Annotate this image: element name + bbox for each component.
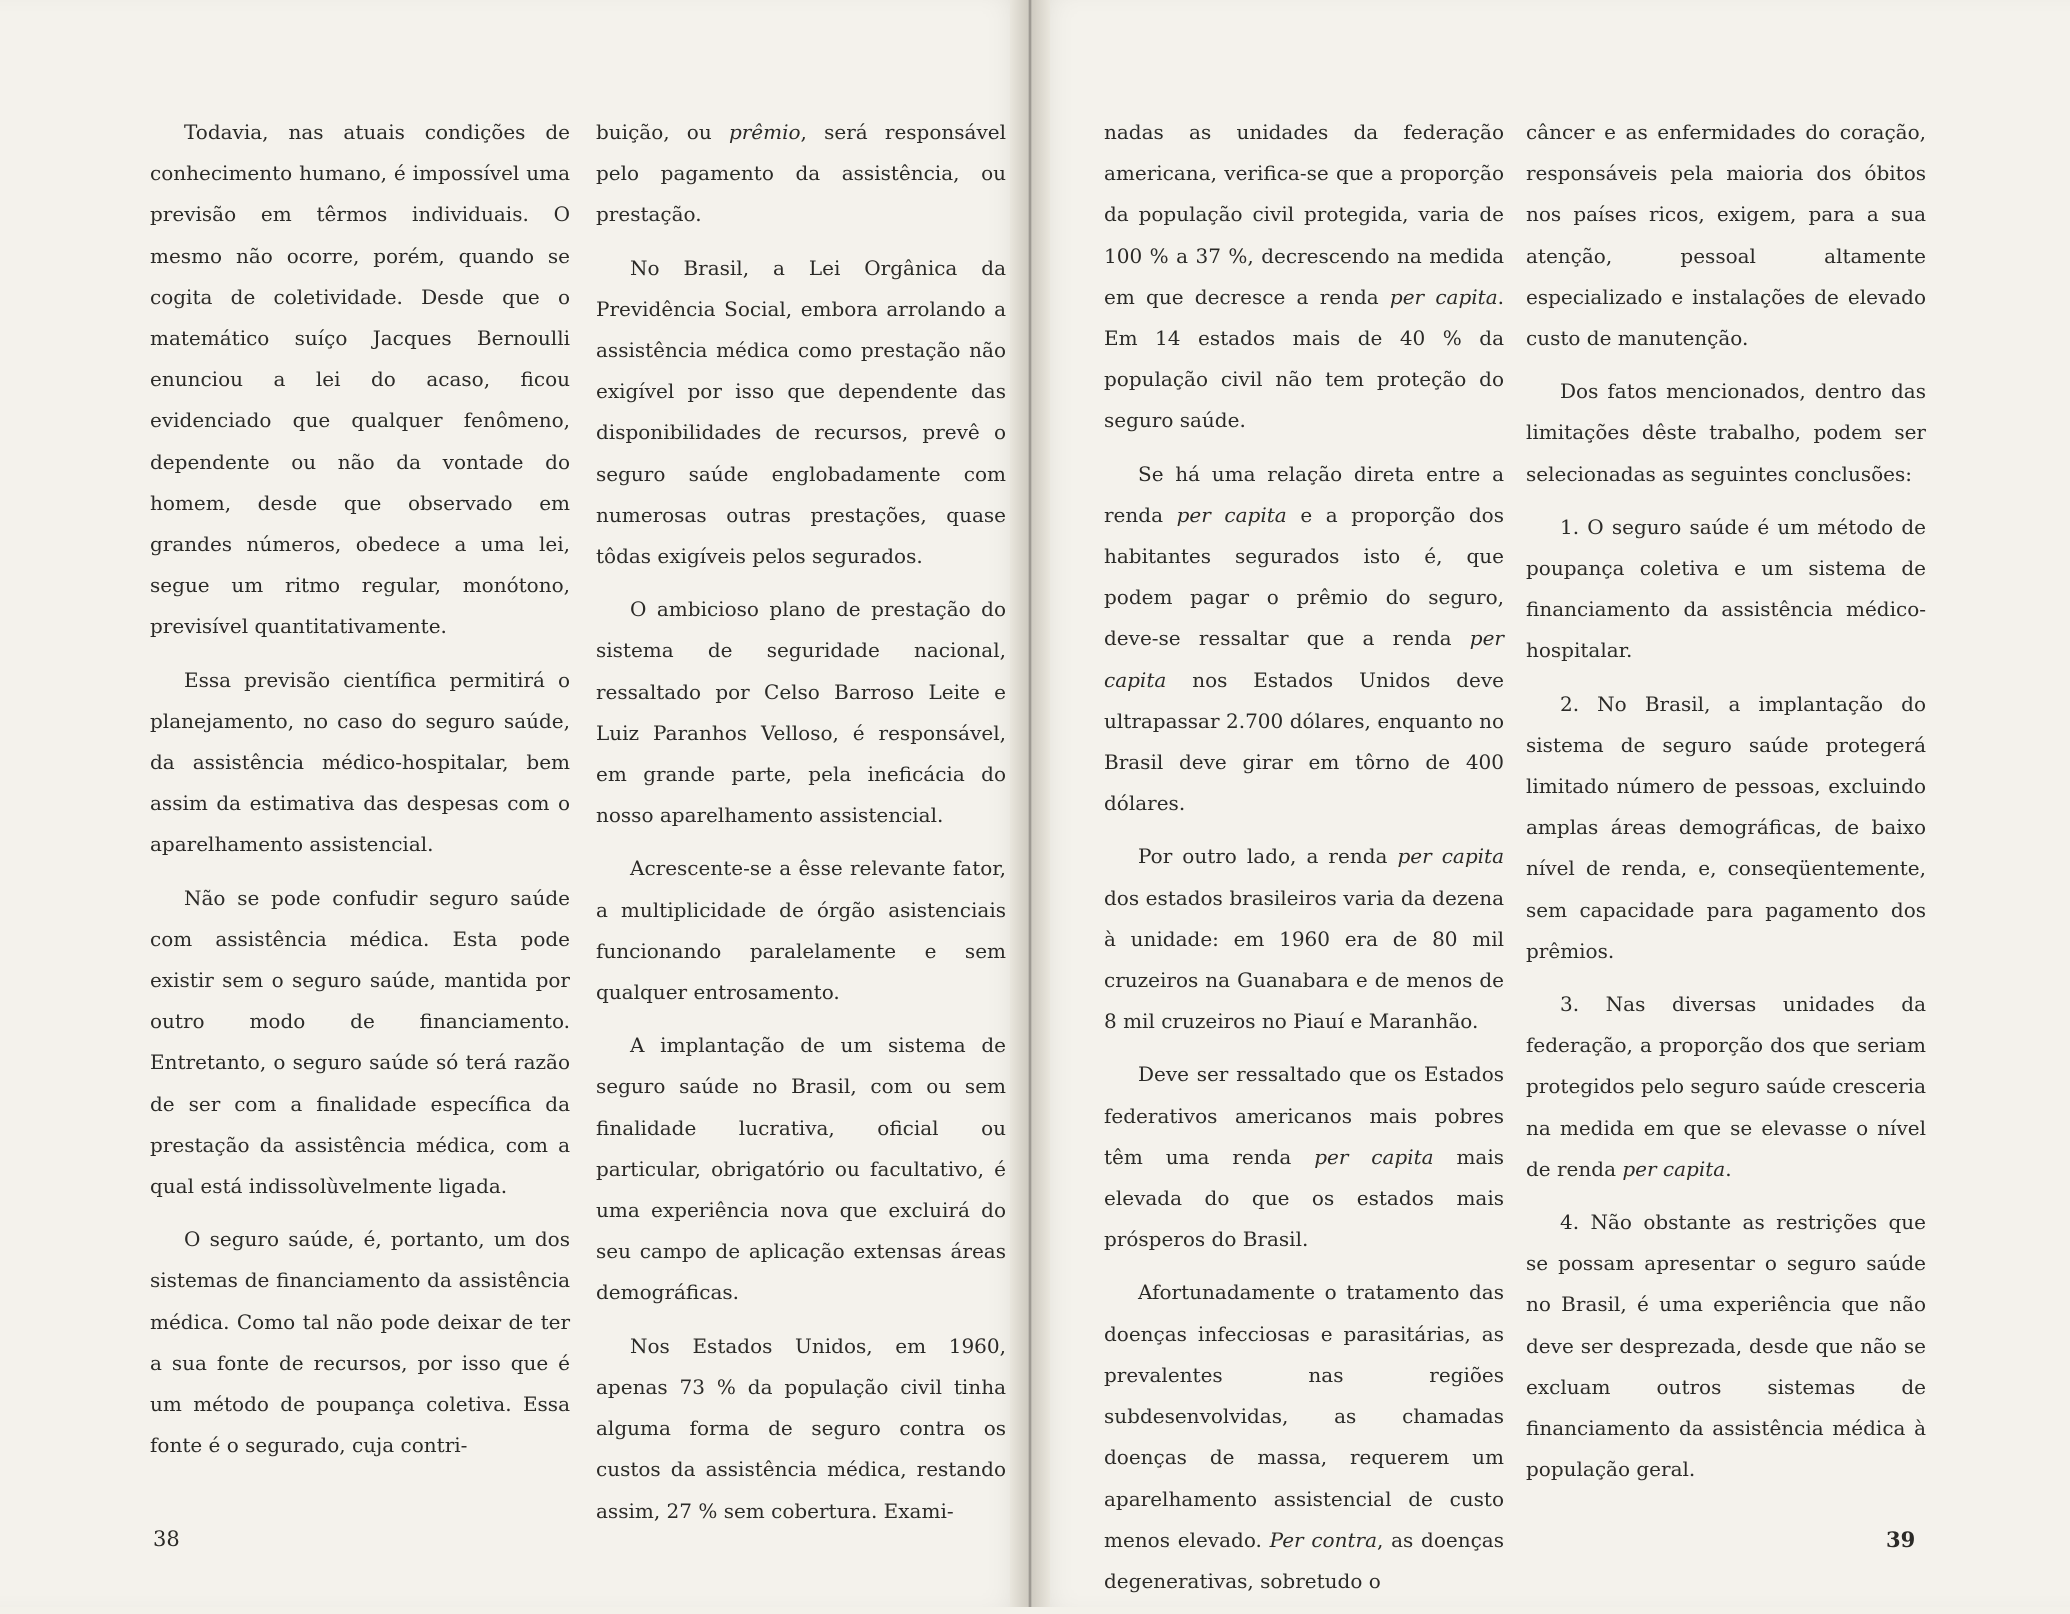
- paragraph: 3. Nas diversas unidades da federação, a proporção dos que seriam protegidos pelo seguro saúde cresceria na medida em que se elevasse o nível de renda per capita.: [1526, 992, 1926, 1181]
- left-page-column-1: [150, 112, 570, 1479]
- paragraph: Essa previsão científica permitirá o planejamento, no caso do seguro saúde, da assistência médico-hospitalar, bem assim da estimativa das despesas com o aparelhamento assistencial.: [150, 667, 570, 857]
- right-page-column-2: [1526, 112, 1926, 1503]
- paragraph: buição, ou prêmio, será responsável pelo pagamento da assistência, ou prestação.: [596, 120, 1006, 227]
- paragraph: Se há uma relação direta entre a renda per capita e a proporção dos habitantes segurados isto é, que podem pagar o prêmio do seguro, deve-se ressaltar que a renda per capita nos Estados Unidos deve ultrapassar 2.700 dólares, enquanto no Brasil deve girar em tôrno de 400 dólares.: [1104, 461, 1504, 816]
- paragraph: 2. No Brasil, a implantação do sistema de seguro saúde protegerá limitado número de pessoas, excluindo amplas áreas demográficas, de baixo nível de renda, e, conseqüentemente, sem capacidade para pagamento dos prêmios.: [1526, 691, 1926, 963]
- paragraph: O ambicioso plano de prestação do sistema de seguridade nacional, ressaltado por Celso Barroso Leite e Luiz Paranhos Velloso, é responsável, em grande parte, pela ineficácia do nosso aparelhamento assistencial.: [596, 597, 1006, 828]
- paragraph: Acrescente-se a êsse relevante fator, a multiplicidade de órgão asistenciais funcionando paralelamente e sem qualquer entrosamento.: [596, 856, 1006, 1005]
- paragraph: Deve ser ressaltado que os Estados federativos americanos mais pobres têm uma renda per capita mais elevada do que os estados mais prósperos do Brasil.: [1104, 1062, 1505, 1252]
- left-page-column-2: [596, 112, 1006, 1544]
- book-gutter: [1010, 0, 1050, 1607]
- paragraph: Dos fatos mencionados, dentro das limitações dêste trabalho, podem ser selecionadas as seguintes conclusões:: [1526, 379, 1926, 486]
- paragraph: Por outro lado, a renda per capita dos estados brasileiros varia da dezena à unidade: em 1960 era de 80 mil cruzeiros na Guanabara e de menos de 8 mil cruzeiros no Piauí e Maranhão.: [1104, 844, 1505, 1034]
- paragraph: nadas as unidades da federação americana, verifica-se que a proporção da população civil protegida, varia de 100 % a 37 %, decrescendo na medida em que decresce a renda per capita. Em 14 estados mais de 40 % da população civil não tem proteção do seguro saúde.: [1104, 120, 1504, 433]
- paragraph: Nos Estados Unidos, em 1960, apenas 73 % da população civil tinha alguma forma de seguro contra os custos da assistência médica, restando assim, 27 % sem cobertura. Exami-: [596, 1333, 1006, 1523]
- paragraph: 1. O seguro saúde é um método de poupança coletiva e um sistema de financiamento da assistência médico-hospitalar.: [1526, 514, 1926, 663]
- paragraph: Afortunadamente o tratamento das doenças infecciosas e parasitárias, as prevalentes nas regiões subdesenvolvidas, as chamadas doenças de massa, requerem um aparelhamento assistencial de custo menos elevado. Per contra, as doenças degenerativas, sobretudo o: [1104, 1280, 1504, 1593]
- paragraph: Todavia, nas atuais condições de conhecimento humano, é impossível uma previsão em têrmos individuais. O mesmo não ocorre, porém, quando se cogita de coletividade. Desde que o matemático suíço Jacques Bernoulli enunciou a lei do acaso, ficou evidenciado que qualquer fenômeno, dependente ou não da vontade do homem, desde que observado em grandes números, obedece a uma lei, segue um ritmo regular, monótono, previsível quantitativamente.: [150, 120, 570, 639]
- right-page-column-1: [1104, 112, 1504, 1614]
- paragraph: A implantação de um sistema de seguro saúde no Brasil, com ou sem finalidade lucrativa, oficial ou particular, obrigatório ou facultativo, é uma experiência nova que excluirá do seu campo de aplicação extensas áreas demográficas.: [596, 1033, 1006, 1305]
- page-number-left: 38: [153, 1527, 180, 1551]
- paragraph: O seguro saúde, é, portanto, um dos sistemas de financiamento da assistência médica. Como tal não pode deixar de ter a sua fonte de recursos, por isso que é um método de poupança coletiva. Essa fonte é o segurado, cuja contri-: [150, 1227, 570, 1458]
- page-number-right: 39: [1886, 1527, 1916, 1552]
- paragraph: Não se pode confudir seguro saúde com assistência médica. Esta pode existir sem o seguro saúde, mantida por outro modo de financiamento. Entretanto, o seguro saúde só terá razão de ser com a finalidade específica da prestação da assistência médica, com a qual está indissolùvelmente ligada.: [150, 885, 570, 1199]
- paragraph: câncer e as enfermidades do coração, responsáveis pela maioria dos óbitos nos países ricos, exigem, para a sua atenção, pessoal altamente especializado e instalações de elevado custo de manutenção.: [1526, 120, 1926, 351]
- paragraph: 4. Não obstante as restrições que se possam apresentar o seguro saúde no Brasil, é uma experiência que não deve ser desprezada, desde que não se excluam outros sistemas de financiamento da assistência médica à população geral.: [1526, 1210, 1926, 1482]
- paragraph: No Brasil, a Lei Orgânica da Previdência Social, embora arrolando a assistência médica como prestação não exigível por isso que dependente das disponibilidades de recursos, prevê o seguro saúde englobadamente com numerosas outras prestações, quase tôdas exigíveis pelos segurados.: [596, 255, 1006, 569]
